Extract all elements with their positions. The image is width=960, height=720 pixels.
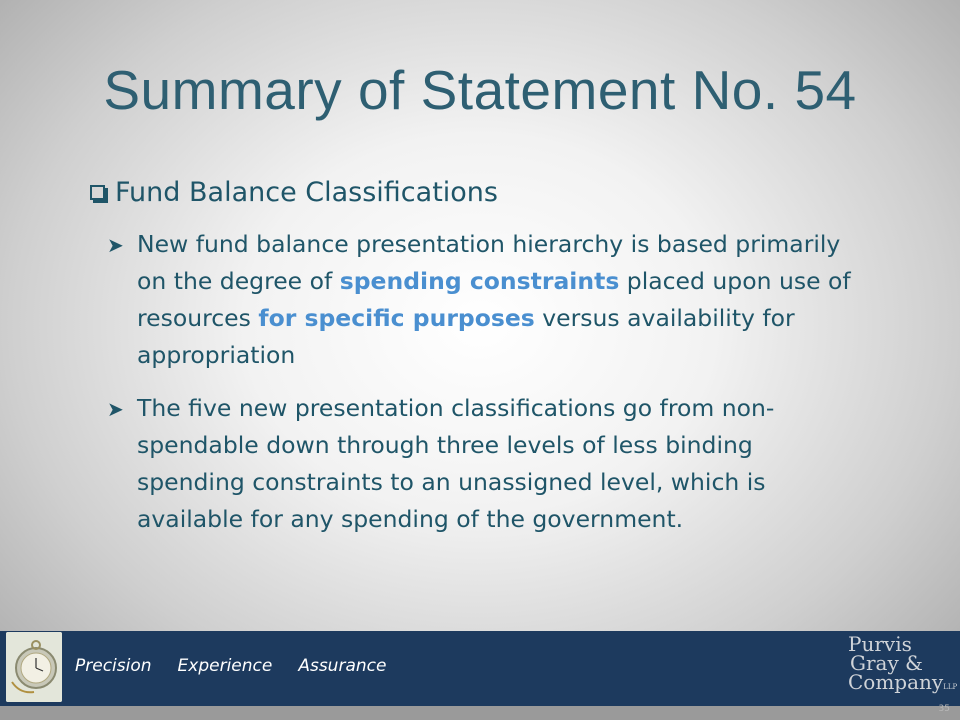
slide-title: Summary of Statement No. 54 <box>103 59 857 121</box>
text-part: placed upon use of resources <box>137 267 851 332</box>
company-logo <box>848 632 958 697</box>
heading-bullet <box>90 177 498 208</box>
highlight-text: spending constraints <box>339 267 620 295</box>
arrow-bullet-icon: ➤ <box>107 233 124 257</box>
tagline-assurance: Assurance <box>298 656 387 676</box>
company-line-1: Purvis <box>848 632 912 656</box>
pocket-watch-logo-icon <box>6 632 62 702</box>
checkbox-bullet-icon <box>90 185 105 200</box>
footer-tagline <box>75 656 412 676</box>
sub-bullet-1-text <box>137 226 857 374</box>
arrow-bullet-icon: ➤ <box>107 397 124 421</box>
company-suffix: LLP <box>943 683 958 691</box>
footer-strip <box>0 706 960 720</box>
sub-bullet-1 <box>107 226 857 374</box>
page-number: 35 <box>938 704 950 714</box>
text-part: New fund balance presentation hierarchy is based primarily on the degree of <box>137 230 841 295</box>
heading-text: Fund Balance Classifications <box>115 177 498 208</box>
sub-bullet-2 <box>107 390 857 538</box>
company-line-3: Company <box>848 670 944 694</box>
sub-bullet-2-text: The five new presentation classifications go from non-spendable down through three levels of less binding spending constraints to an unassigned level, which is available for any spending of the government. <box>137 394 775 533</box>
tagline-precision: Precision <box>75 656 152 676</box>
text-part: versus availability for appropriation <box>137 304 795 369</box>
tagline-experience: Experience <box>177 656 273 676</box>
company-line-2: Gray & <box>850 651 923 675</box>
highlight-text: for specific purposes <box>258 304 535 332</box>
